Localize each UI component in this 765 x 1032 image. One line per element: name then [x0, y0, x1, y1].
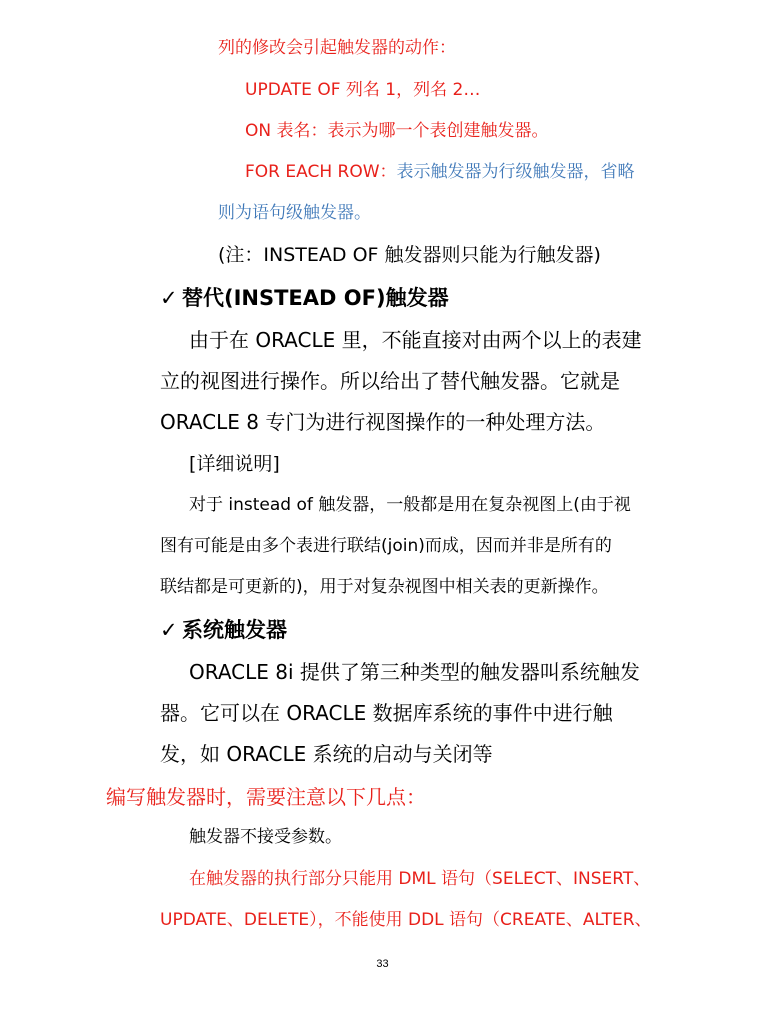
paragraph-line: ORACLE 8 专门为进行视图操作的一种处理方法。 [160, 410, 606, 434]
paragraph-line: ORACLE 8i 提供了第三种类型的触发器叫系统触发 [189, 660, 640, 684]
section-title: 替代(INSTEAD OF)触发器 [182, 286, 449, 310]
note-line: 触发器不接受参数。 [189, 827, 342, 847]
text-line [245, 164, 635, 181]
checkmark-icon: ✓ [160, 286, 178, 310]
description-text: 表示触发器为行级触发器，省略 [396, 162, 635, 182]
paragraph-line: 发，如 ORACLE 系统的启动与关闭等 [160, 742, 493, 766]
detail-line: 联结都是可更新的)，用于对复杂视图中相关表的更新操作。 [160, 577, 609, 597]
checkmark-icon: ✓ [160, 618, 178, 642]
detail-line: 对于 instead of 触发器，一般都是用在复杂视图上(由于视 [189, 495, 631, 515]
text-line: 列的修改会引起触发器的动作： [218, 38, 456, 58]
text-line: UPDATE OF 列名 1，列名 2… [245, 80, 481, 100]
note-line: UPDATE、DELETE），不能使用 DDL 语句（CREATE、ALTER、 [160, 910, 652, 930]
paragraph-line: 器。它可以在 ORACLE 数据库系统的事件中进行触 [160, 701, 613, 725]
section-heading [160, 288, 449, 309]
text-line: ON 表名：表示为哪一个表创建触发器。 [245, 121, 549, 141]
notes-heading: 编写触发器时，需要注意以下几点： [106, 785, 426, 809]
section-heading [160, 620, 287, 641]
paragraph-line: 由于在 ORACLE 里，不能直接对由两个以上的表建 [189, 328, 642, 352]
detail-label: [详细说明] [189, 453, 280, 475]
text-line: (注：INSTEAD OF 触发器则只能为行触发器) [218, 244, 601, 266]
section-title: 系统触发器 [182, 618, 287, 642]
keyword-text: FOR EACH ROW： [245, 162, 397, 182]
paragraph-line: 立的视图进行操作。所以给出了替代触发器。它就是 [160, 369, 620, 393]
page-number: 33 [376, 958, 389, 970]
note-line: 在触发器的执行部分只能用 DML 语句（SELECT、INSERT、 [189, 869, 651, 889]
text-line: 则为语句级触发器。 [218, 203, 371, 223]
detail-line: 图有可能是由多个表进行联结(join)而成，因而并非是所有的 [160, 536, 612, 556]
